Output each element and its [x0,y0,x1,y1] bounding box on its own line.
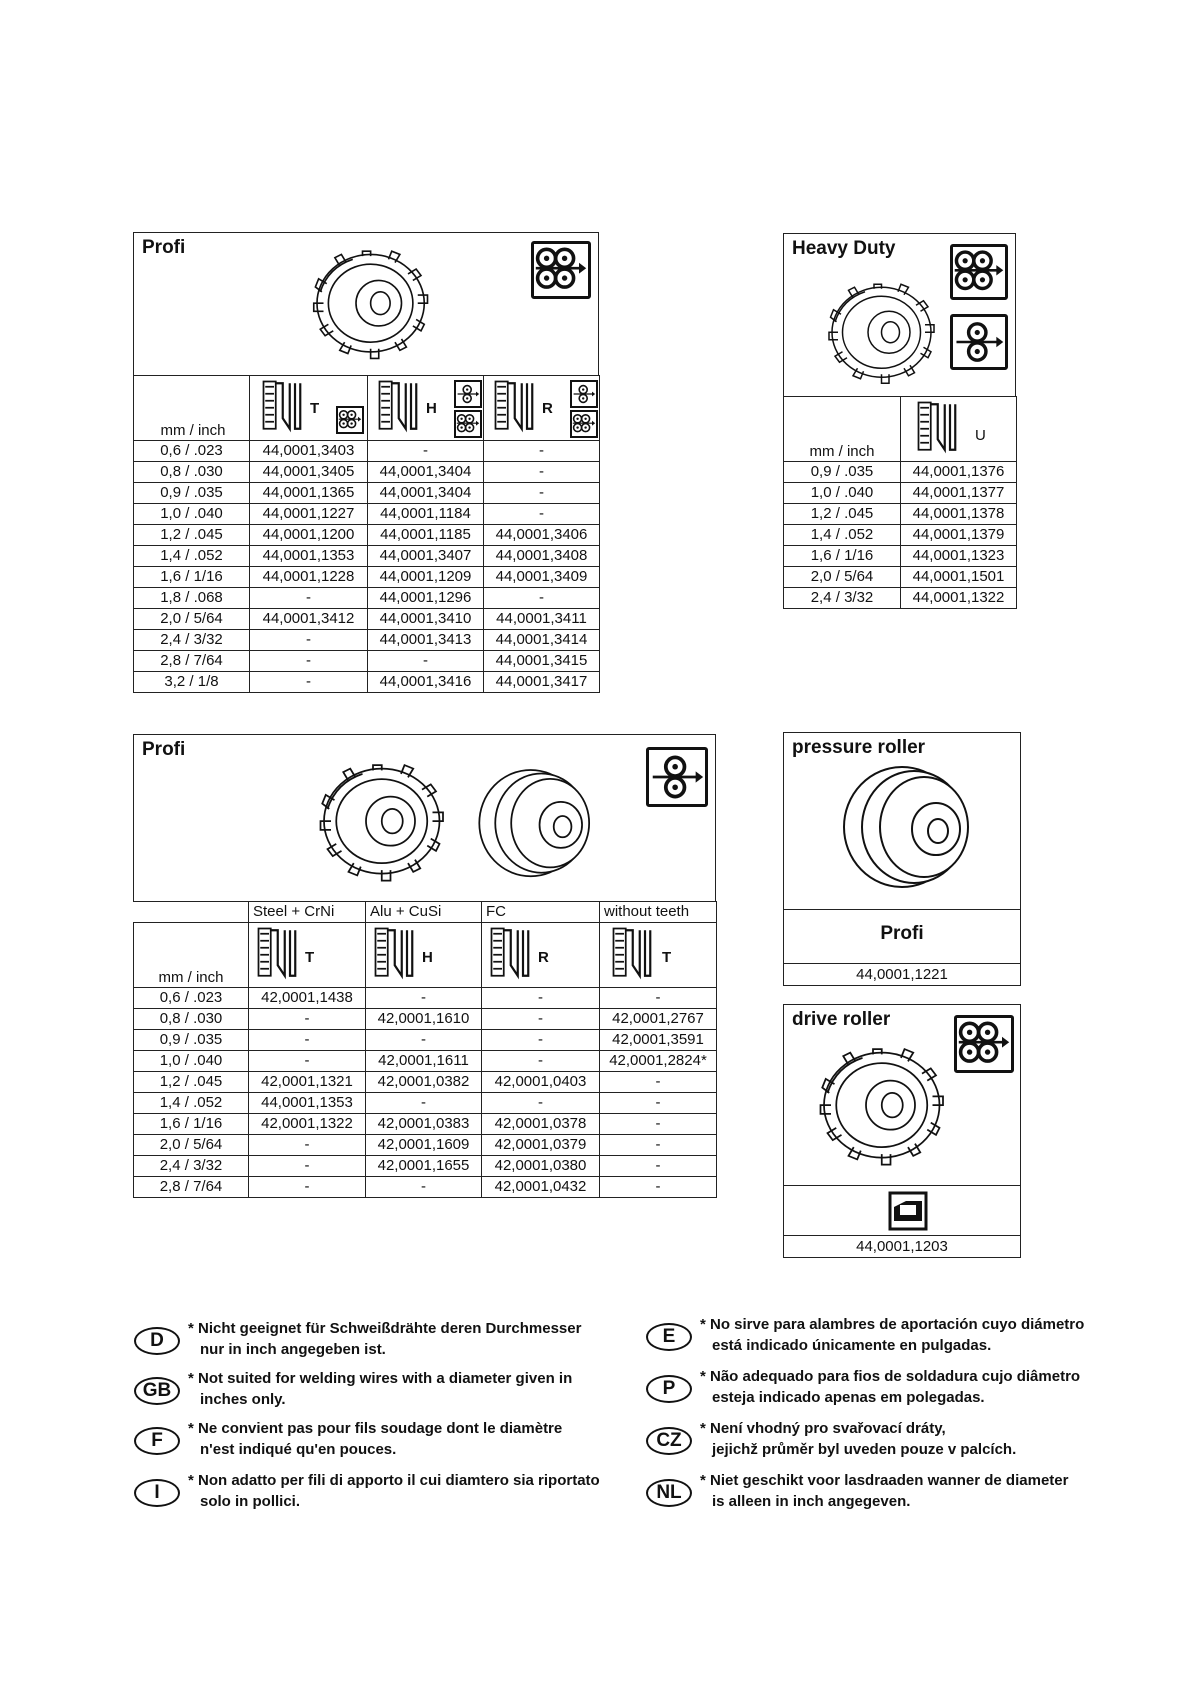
groove-t-icon [255,925,325,981]
table-row [134,504,600,525]
drive-roller-part: 44,0001,1203 [856,1238,948,1255]
groove-letter-u: U [975,427,986,444]
part-number-cell: 44,0001,1296 [368,588,484,609]
note-line: inches only. [200,1391,286,1408]
pressure-roller-divider [784,909,1020,910]
part-number-cell: - [249,1030,366,1051]
part-number-cell: - [482,1093,600,1114]
table-row [784,483,1017,504]
part-number-cell: - [482,1030,600,1051]
pressure-roller-divider [784,963,1020,964]
groove-letter-t: T [662,949,672,966]
two-roll-icon [454,380,482,408]
size-cell: 1,6 / 1/16 [134,567,250,588]
profi-drive-title: Profi [142,237,186,258]
size-cell: 0,8 / .030 [134,1009,249,1030]
part-number-cell: - [366,988,482,1009]
size-cell: 3,2 / 1/8 [134,672,250,693]
part-number-cell: 44,0001,1184 [368,504,484,525]
note-line: is alleen in inch angegeven. [712,1493,911,1510]
drive-roller-box [783,1004,1021,1258]
size-cell: 0,8 / .030 [134,462,250,483]
profi-drive-table [133,375,600,693]
size-cell: 0,9 / .035 [784,462,901,483]
size-cell: 0,6 / .023 [134,988,249,1009]
groove-letter-h: H [422,949,433,966]
part-number-cell: - [484,504,600,525]
size-cell: 0,9 / .035 [134,1030,249,1051]
category-steel: Steel + CrNi [249,902,366,923]
part-number-cell: 44,0001,1379 [901,525,1017,546]
note-line: jejichž průměr byl uveden pouze v palcích. [712,1441,1017,1458]
part-number-cell: - [249,1177,366,1198]
part-number-cell: - [366,1030,482,1051]
four-roll-icon [570,410,598,438]
part-number-cell: - [600,1156,717,1177]
pressure-roller-image [838,763,978,893]
note-i [188,1470,600,1512]
table-row [134,672,600,693]
part-number-cell: 44,0001,3404 [368,462,484,483]
size-cell: 1,8 / .068 [134,588,250,609]
groove-letter-r: R [538,949,549,966]
profi-roller-image [474,761,598,887]
part-number-cell: 42,0001,1609 [366,1135,482,1156]
part-number-cell: 42,0001,0382 [366,1072,482,1093]
part-number-cell: 44,0001,1377 [901,483,1017,504]
part-number-cell: 44,0001,1353 [249,1093,366,1114]
part-number-cell: 42,0001,0403 [482,1072,600,1093]
note-line: * Ne convient pas pour fils soudage dont le diamètre [188,1420,563,1437]
note-line: * Not suited for welding wires with a diameter given in [188,1370,573,1387]
part-number-cell: - [368,441,484,462]
part-number-cell: 44,0001,1185 [368,525,484,546]
note-f [188,1418,562,1460]
size-cell: 2,8 / 7/64 [134,1177,249,1198]
table-row [784,546,1017,567]
part-number-cell: 42,0001,3591 [600,1030,717,1051]
part-number-cell: 42,0001,0378 [482,1114,600,1135]
profi-pressure-header [133,734,716,902]
part-number-cell: - [600,1135,717,1156]
note-line: n'est indiqué qu'en pouces. [200,1441,397,1458]
part-number-cell: 42,0001,2767 [600,1009,717,1030]
groove-t-icon [260,378,330,434]
lang-badge-nl: NL [646,1479,692,1507]
note-gb [188,1368,572,1410]
two-roll-drive-icon [646,747,708,807]
mm-inch-header [134,923,249,988]
pressure-roller-box [783,732,1021,986]
part-number-cell: - [482,988,600,1009]
size-cell: 1,2 / .045 [134,1072,249,1093]
table-row [134,630,600,651]
part-number-cell: 42,0001,1655 [366,1156,482,1177]
part-number-cell: 44,0001,3415 [484,651,600,672]
part-number-cell: 44,0001,1353 [250,546,368,567]
part-number-cell: 44,0001,3412 [250,609,368,630]
groove-letter-r: R [542,400,553,417]
part-number-cell: - [482,1009,600,1030]
part-number-cell: 44,0001,1378 [901,504,1017,525]
mm-inch-label: mm / inch [160,422,226,439]
table-row [134,651,600,672]
size-cell: 2,4 / 3/32 [134,1156,249,1177]
note-line: * Nicht geeignet für Schweißdrähte deren Durchmesser [188,1320,582,1337]
pressure-roller-title: pressure roller [792,737,926,758]
table-row [784,567,1017,588]
part-number-cell: 44,0001,3408 [484,546,600,567]
part-number-cell: 44,0001,3405 [250,462,368,483]
part-number-cell: 44,0001,3414 [484,630,600,651]
part-number-cell: 44,0001,1501 [901,567,1017,588]
table-row [134,1009,717,1030]
lang-badge-d: D [134,1327,180,1355]
part-number-cell: 42,0001,1610 [366,1009,482,1030]
category-fc: FC [482,902,600,923]
size-cell: 1,2 / .045 [784,504,901,525]
size-cell: 0,9 / .035 [134,483,250,504]
pressure-roller-subtitle: Profi [880,923,924,944]
groove-letter-t: T [305,949,315,966]
note-e [700,1314,1084,1356]
part-number-cell: 44,0001,1228 [250,567,368,588]
note-line: * Není vhodný pro svařovací dráty, [700,1420,946,1437]
size-cell: 2,0 / 5/64 [134,1135,249,1156]
groove-u-header [901,397,1017,462]
part-number-cell: 44,0001,3413 [368,630,484,651]
table-row [134,462,600,483]
part-number-cell: - [484,483,600,504]
drive-roller-divider [784,1235,1020,1236]
size-cell: 1,0 / .040 [134,504,250,525]
table-row [134,1051,717,1072]
size-cell: 1,4 / .052 [784,525,901,546]
part-number-cell: 44,0001,1323 [901,546,1017,567]
note-line: esteja indicado apenas em polegadas. [712,1389,985,1406]
part-number-cell: - [600,1072,717,1093]
part-number-cell: - [600,1093,717,1114]
part-number-cell: 42,0001,2824* [600,1051,717,1072]
part-number-cell: 44,0001,3416 [368,672,484,693]
part-number-cell: 42,0001,1611 [366,1051,482,1072]
mm-inch-header [784,397,901,462]
four-roll-icon [454,410,482,438]
size-cell: 2,0 / 5/64 [134,609,250,630]
part-number-cell: 42,0001,1322 [249,1114,366,1135]
note-d [188,1318,581,1360]
note-nl [700,1470,1068,1512]
note-line: * No sirve para alambres de aportación cuyo diámetro [700,1316,1085,1333]
note-line: está indicado únicamente en pulgadas. [712,1337,992,1354]
table-row [134,1156,717,1177]
note-cz [700,1418,1016,1460]
pressure-roller-part: 44,0001,1221 [856,966,948,983]
category-alu: Alu + CuSi [366,902,482,923]
drive-roller-divider [784,1185,1020,1186]
profi-pressure-title: Profi [142,739,186,760]
lang-badge-i: I [134,1479,180,1507]
size-cell: 1,2 / .045 [134,525,250,546]
lang-badge-cz: CZ [646,1427,692,1455]
size-cell: 1,4 / .052 [134,1093,249,1114]
part-number-cell: 44,0001,1322 [901,588,1017,609]
table-row [784,462,1017,483]
part-number-cell: - [366,1177,482,1198]
two-roll-icon [570,380,598,408]
groove-r-header [484,376,600,441]
part-number-cell: 44,0001,3406 [484,525,600,546]
part-number-cell: - [250,651,368,672]
table-row [784,504,1017,525]
groove-letter-t: T [310,400,320,417]
part-number-cell: 44,0001,1209 [368,567,484,588]
drive-roller-gear-image [810,1039,950,1173]
size-cell: 1,6 / 1/16 [134,1114,249,1135]
size-cell: 0,6 / .023 [134,441,250,462]
groove-t-header [249,923,366,988]
part-number-cell: - [249,1135,366,1156]
part-number-cell: 44,0001,3403 [250,441,368,462]
four-roll-drive-icon [531,241,591,299]
part-number-cell: - [484,462,600,483]
size-cell: 2,8 / 7/64 [134,651,250,672]
profi-gear-image [310,757,450,887]
part-number-cell: - [482,1051,600,1072]
category-without-teeth: without teeth [600,902,717,923]
mm-inch-header [134,376,250,441]
part-number-cell: 42,0001,0379 [482,1135,600,1156]
table-row [134,1030,717,1051]
part-number-cell: 44,0001,3410 [368,609,484,630]
four-roll-icon [336,406,364,434]
table-row [784,588,1017,609]
table-row [134,1135,717,1156]
part-number-cell: 44,0001,1227 [250,504,368,525]
two-roll-drive-icon [950,314,1008,370]
part-number-cell: - [600,1177,717,1198]
part-number-cell: 44,0001,3407 [368,546,484,567]
table-row [134,1177,717,1198]
part-number-cell: 42,0001,0383 [366,1114,482,1135]
table-row [134,988,717,1009]
lang-badge-gb: GB [134,1377,180,1405]
groove-t-header [250,376,368,441]
part-number-cell: - [600,1114,717,1135]
table-row [134,1072,717,1093]
part-number-cell: 44,0001,1376 [901,462,1017,483]
part-number-cell: 44,0001,1200 [250,525,368,546]
part-number-cell: - [249,1156,366,1177]
lang-badge-e: E [646,1323,692,1351]
part-number-cell: 44,0001,3409 [484,567,600,588]
table-row [134,1114,717,1135]
table-row [134,567,600,588]
size-cell: 2,0 / 5/64 [784,567,901,588]
table-row [134,483,600,504]
mm-inch-label: mm / inch [809,443,875,460]
part-number-cell: 42,0001,0380 [482,1156,600,1177]
note-line: * Niet geschikt voor lasdraaden wanner de diameter [700,1472,1069,1489]
part-number-cell: 42,0001,1321 [249,1072,366,1093]
drive-roller-title: drive roller [792,1009,891,1030]
size-cell: 2,4 / 3/32 [134,630,250,651]
size-cell: 1,6 / 1/16 [784,546,901,567]
part-number-cell: 44,0001,3411 [484,609,600,630]
table-row [134,546,600,567]
table-row [784,525,1017,546]
blank-cell [134,902,249,923]
mm-inch-label: mm / inch [158,969,224,986]
heavy-duty-gear-image [820,274,940,392]
table-row [134,588,600,609]
profi-pressure-table [133,901,717,1198]
note-line: nur in inch angegeben ist. [200,1341,386,1358]
lang-badge-p: P [646,1375,692,1403]
part-number-cell: - [250,672,368,693]
part-number-cell: - [249,1051,366,1072]
table-row [134,441,600,462]
part-number-cell: - [250,588,368,609]
size-cell: 1,4 / .052 [134,546,250,567]
vehicle-icon [888,1191,928,1231]
groove-r-header [482,923,600,988]
table-row [134,525,600,546]
four-roll-drive-icon [950,244,1008,300]
part-number-cell: - [368,651,484,672]
part-number-cell: 42,0001,0432 [482,1177,600,1198]
table-row [134,609,600,630]
note-p [700,1366,1080,1408]
size-cell: 2,4 / 3/32 [784,588,901,609]
groove-h-header [366,923,482,988]
part-number-cell: - [484,441,600,462]
four-roll-drive-icon [954,1015,1014,1073]
note-line: * Não adequado para fios de soldadura cujo diâmetro [700,1368,1081,1385]
size-cell: 1,0 / .040 [134,1051,249,1072]
table-row [134,1093,717,1114]
drive-gear-image [304,245,434,363]
heavy-duty-title: Heavy Duty [792,238,896,259]
note-line: solo in pollici. [200,1493,301,1510]
part-number-cell: 44,0001,1365 [250,483,368,504]
part-number-cell: - [484,588,600,609]
size-cell: 1,0 / .040 [784,483,901,504]
part-number-cell: 42,0001,1438 [249,988,366,1009]
groove-letter-h: H [426,400,437,417]
part-number-cell: - [600,988,717,1009]
part-number-cell: 44,0001,3417 [484,672,600,693]
part-number-cell: - [250,630,368,651]
heavy-duty-table [783,396,1017,609]
part-number-cell: - [366,1093,482,1114]
heavy-duty-header [783,233,1016,397]
note-line: * Non adatto per fili di apporto il cui diamtero sia riportato [188,1472,600,1489]
part-number-cell: - [249,1009,366,1030]
groove-h-header [368,376,484,441]
groove-plain-header [600,923,717,988]
profi-drive-header [133,232,599,376]
lang-badge-f: F [134,1427,180,1455]
part-number-cell: 44,0001,3404 [368,483,484,504]
